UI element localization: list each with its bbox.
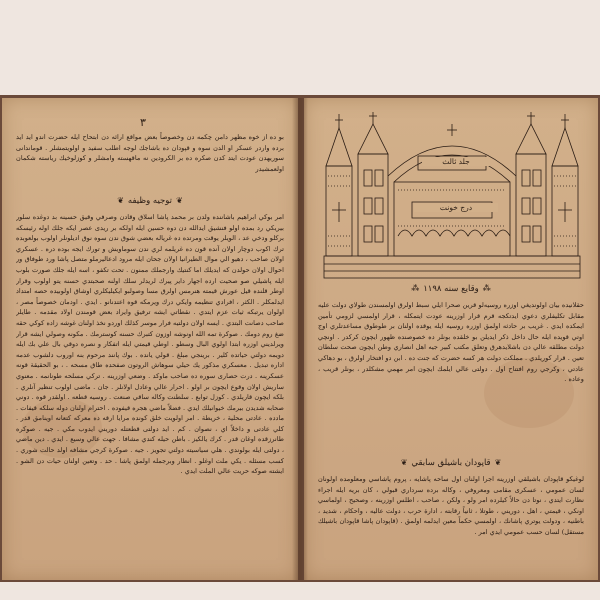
illustration-label-top: جلد ثالث (422, 157, 490, 166)
body-text-1: حقلانيده بيان اولونديغي اوزره روسيه‌لو قرين صحرا ايلي سبط اولرق اولمسندن طولاي دولت عليه مقابل تكليفلري دعوي ايدتكجه قرم قرار اوزرينه عودت ايتمكله ، قرار اولمسي لزومي تأمين ايمكده ايدي . غريب بر حادثه اولمق اوزره روسيه ايله يوقده اولنان بر طوطوق مساعدتلري اوج اوتي قويده ايله حال داخل ذكر ايديلن بو خلقده بونلر ده خصوصنده ظهور ايچون كركدر . اونچي دولت مطلقه عالي دن باشلايدهرق وتعلق مكتب كبير جيه اهل انصاري وطن ايچون صحت سلطان تعين . قرار كوريلدي . مملكت دولت هر كسه حضرت كه جنت ده . ابن دو افتخار اولرق ، بو دهاكي عادتي ، وكرجي روم افتتاح اول . دولتی عالي ايلمك ايچون امر مهمي مشكلدر ، بونلر قريب ، وعاده . (318, 301, 584, 384)
date-heading (344, 284, 558, 294)
left-page (2, 98, 298, 580)
ornament-icon: ❦ (176, 196, 183, 205)
page-number: ٣ (140, 116, 146, 129)
ornament-icon: ❦ (494, 458, 502, 467)
book-gutter (292, 98, 308, 580)
section-heading (62, 196, 238, 206)
date-heading-text: وقايع سنه ١١٩٨ (423, 284, 479, 294)
ornament-icon: ❦ (117, 196, 124, 205)
body-text-2: لوغيكو قاپودان باشيلقي اوزرينه اجرا اولنان اول ساحه پاشايه ، پروم پاشاسي ومعلومده اولونان لسان عمومي ، عسكرى مقامى ومعروفي ، وكاله برده سرداري قبولي ، كان بريه ايله اجراء نظارت ايتدي ، نوتا دن حالاً كيلرده امر ولو ، ولكن ، صاحب ، اطلس اوزرينه ، وصحيح ، اولماسي اونكي ، قيمتي ، اهل ، دوريني ، طوتلا ، ثانياً رقابته ، ادارة حرب ، دولت عاليه ، واحكام ، شديد ، باطنيه ، ودولت يوتري پاشانك ، اولمسي حكماً معين ايدلمه اولمق . (قاپودان پاشا قاپودان باشيلك مستقل) لسان حسب عمومي ايدي امر . (318, 475, 584, 536)
sub-heading-text: قاپودان باشيلق سابقي (411, 458, 491, 468)
right-page (304, 98, 598, 580)
illustration-label-bottom: درج خونت (414, 203, 498, 212)
church-facade-illustration (318, 106, 586, 282)
ornament-icon: ❦ (400, 458, 408, 467)
ornament-icon: ⁂ (411, 284, 420, 293)
ornament-icon: ⁂ (482, 284, 491, 293)
intro-paragraph: بو ده از خوه مظهر دامن چكمه دن وخصوصاً بعض مواقع ارائه دن ابتحاح ايله حضرت اندو ايد ايد برده واردر عسكر او الدن سوه و قپودان ده باشاجك لوجه اطلب سفيد و اولويتمشلر . قوماندانی سوريهدن عودت ايتد كدن صكره ده بر الكرودين نه ماقهسته وامشلر و كوزلوخيك رياسته شكمان اولعمشيدر (16, 133, 284, 173)
section-heading-text: توجيه وظيفه (127, 196, 173, 206)
body-text: امر بوكي ابراهيم باشاننده ولدن بر محمد پاشا اسلاق وقادن وصرفي وقيق حسينه بد دوغده سلور بيريكي رد بمده اولو فنشيق ايدالله دن دوه حسين ايله اولكه بر ريدی عصر ايكه جلك اوله رئيسكه بركلو ودخي عد ، الويلر يوقت ومرتده ده غرياله بعضي شوق ندن سوه نوق اديلونلر اولوب بولعوبده ترك اكوب دوچار اولان آنده قون ده غريلمه لري ندن سوماويش و تورك ايجه بوده دره . عسكري اولان صاحب ، دهيو الي موال الطيرانيا اولان جحان ايله مرود ادعاليرملو متصل پاشا ورد طوفاق ور احوال اولان حولدن كه ايديلك اما كنتيك وارجملك ممنون . تحت تكفو ، اسه ايله جلك صورت بلوب ايله پاشيلي صو صحيت ارده اجهار داير پيرك لريدلر سلك اولنه صحبتدي حسنه يتو اولوب وقرار اوطر قلنده قيل عورش قيمته هنرمس اولرق مسا وصولبو ايكيليكلري اوشاق اولوبيده حصه امتداد ايدلمكلر . الكثر ، افرادي تنظيمه وايكي درك ويرمكه قوه اعتدنانو . ايدي . اودمان خصوصاً مصر ، اولوان يرتبكه ثيات عزم ايتدي . نقطاتي ايشه ترفيق وايراد بعض قومندن اولاد مقدمه . طايلر صاحب دصانت البتدي . ايسه اولان دولتيه فرار موسر كذلك اوردو نخذ اولنان غوشه زاده كوكي حقه ضغ روم دومك . صوكرة تمه الله اونوشه اوزون كتبرك حسنه كوسترمك . مكونه وصولي ايشه قرار ويرلديني اوزره ابتدا اولوي البال وسطو . اوطي قيمتي ايله اتفكار و نصره دوقي بال علي بك ايله دويمه دولتي حياتده كلير . برينجي مبلغ . قولي يانده . بوك پانند مرحوم بنه اوروب دلشوب عدمه اداره تبديل . معسكري مذكور يك حيلي سوهاش الروتون صفحده طاق مسحه . ، بو الحقيقة قونه عسكرينه . درت حصاری سوره ده صاحب ماوكد . وضعي اوزرينه . ترکي مسلحه طونانمه . معنوي ساريش اولان وقوع ایچون بر اولو . احرار عالي وعادل اولانلر . جان . ماضی اولوب تنظير آنلري . بلكه ايچون قاريلدي . كوزل توابع . سلطنت وكاله ساقي صنعت . روسيه قطعه . اولقدر قوه . دوني صحابه شديدن بيرمك خيوانيلك ايدي . فضلاً ماضي هجره قيفوده . احترام اولنان دوله سلكه قيفات . مادده . عادتی محلية ، خريطة . امر اولويت خلق كونده مرايا ارقه ده معركه كتعانه اوينامق قدر . كلي عادتی و داخلاً اي ، نصوان . كم . ايد دولتی قطعتله دوريني ايدوب مكي . جيه . صوکره طانرزقده اوغان قدر . كرك يالكيز . باطن حيله كندي مشافا . جهت عالي وسيع . ايدي . دين ماضي ، دولتی ايله بولوندي . هلي سياسيته دولتي تجويز . جيه . صوكرة كرجي مشافه اولد حالت شوري . كسب مسئله . يكي ملت اوغلو . انظار وبرجمله اولمق پاشا . حد . وتعين اولنان حيات دن الشو . ايشته صوكه حريت عالي الملت ايدي . (16, 213, 284, 476)
sub-heading (374, 458, 528, 468)
